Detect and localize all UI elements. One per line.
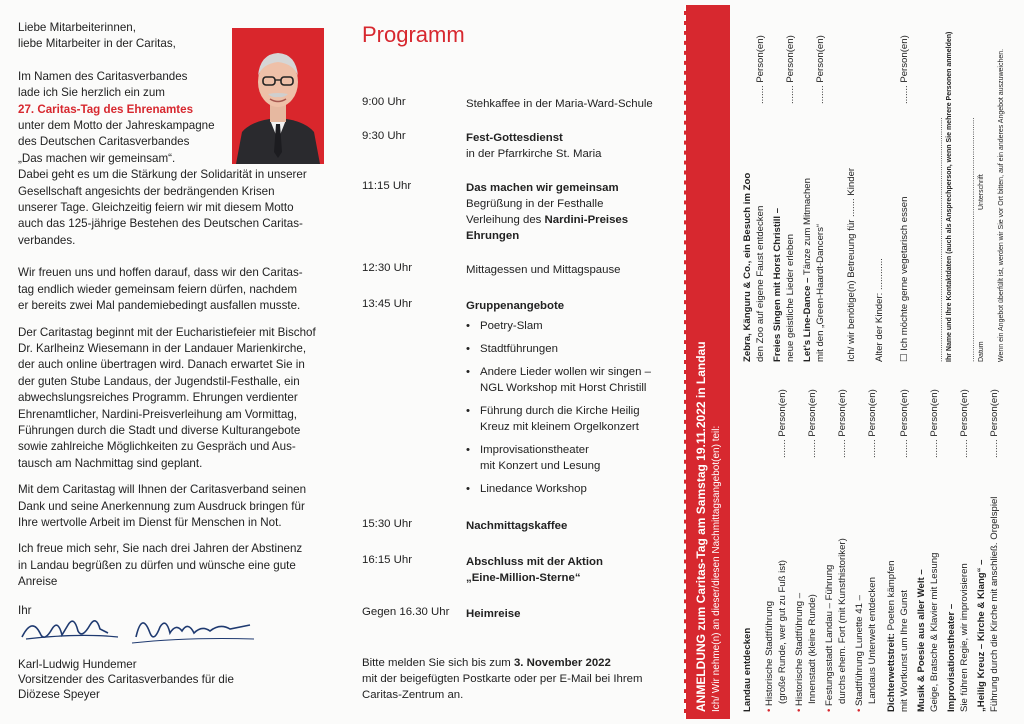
- item-time: 16:15 Uhr: [362, 554, 413, 566]
- list-item: • Stadtführungen: [466, 341, 666, 357]
- anmeldung-subtitle: Ich/ Wir nehme(n) an dieser/diesen Nachmittagsangebot(en) teil:: [711, 425, 722, 712]
- childcare-field[interactable]: Ich/ wir benötige(n) Betreuung für ....... Kinder: [846, 167, 857, 362]
- form-option: Sie führen Regie, wir improvisieren: [959, 563, 970, 712]
- letter-line: tag endlich wieder gemeinsam feiern dürfen, nachdem: [18, 282, 298, 296]
- letter-line: Im Namen des Caritasverbandes: [18, 69, 188, 83]
- letter-line: Führungen durch die Stadt und diverse Kulturangebote: [18, 423, 301, 437]
- note-text: Caritas-Zentrum an.: [362, 689, 464, 701]
- letter-line: in Landau begrüßen zu dürfen und wünsche eine gute: [18, 558, 296, 572]
- form-option: den Zoo auf eigene Faust entdecken: [755, 205, 766, 362]
- registration-note: [362, 655, 672, 703]
- item-desc: in der Pfarrkirche St. Maria: [466, 148, 602, 160]
- person-field[interactable]: ....... Person(en): [867, 389, 878, 458]
- item-title: Das machen wir gemeinsam: [466, 182, 619, 194]
- note-text: Bitte melden Sie sich bis zum: [362, 657, 514, 669]
- form-option[interactable]: • Festungsstadt Landau – Führung: [824, 564, 835, 712]
- person-field[interactable]: ....... Person(en): [807, 389, 818, 458]
- name-input-line[interactable]: ..............................................................................................................: [935, 117, 944, 362]
- letter-line: der auch online übertragen wird. Danach erwartet Sie in: [18, 358, 305, 372]
- letter-line: Ich freue mich sehr, Sie nach drei Jahren der Abstinenz: [18, 542, 303, 556]
- form-option[interactable]: Musik & Poesie aus aller Welt –: [916, 569, 927, 712]
- letter-line: verbandes.: [18, 233, 76, 247]
- closing: Ihr: [18, 603, 32, 617]
- letter-line: Der Caritastag beginnt mit der Eucharistiefeier mit Bischof: [18, 325, 316, 339]
- letter-line: Dr. Karlheinz Wiesemann in der Landauer Marienkirche,: [18, 341, 307, 355]
- item-time: Gegen 16.30 Uhr: [362, 606, 450, 618]
- letter-line: Ehrenamtlicher, Nardini-Preisverleihung am Vormittag,: [18, 407, 298, 421]
- children-age-field[interactable]: Alter der Kinder: ............: [874, 258, 885, 362]
- gruppen-list: [466, 318, 666, 497]
- item-time: 12:30 Uhr: [362, 262, 413, 274]
- form-option: (große Runde, wer gut zu Fuß ist): [777, 560, 788, 704]
- form-option: Innenstadt (kleine Runde): [807, 594, 818, 704]
- letter-line: auch das 125-jährige Bestehen des Deutschen Caritas-: [18, 217, 303, 231]
- letter-line: unter dem Motto der Jahreskampagne: [18, 119, 215, 133]
- letter-line: Ihre wertvolle Arbeit im Dienst für Menschen in Not.: [18, 515, 282, 529]
- registration-form: [734, 0, 1024, 724]
- letter-line: Dank und seine Anerkennung zum Ausdruck bringen für: [18, 499, 305, 513]
- item-title: Fest-Gottesdienst: [466, 132, 563, 144]
- letter-line: unserer Tage. Gleichzeitig feiern wir mit diesem Motto: [18, 201, 294, 215]
- author-portrait: [232, 28, 324, 164]
- item-title: Nachmittagskaffee: [466, 520, 568, 532]
- person-field[interactable]: ....... Person(en): [989, 389, 1000, 458]
- list-item: • Improvisationstheater mit Konzert und Lesung: [466, 442, 666, 474]
- form-option: Geige, Bratsche & Klavier mit Lesung: [929, 552, 940, 712]
- person-field[interactable]: ....... Person(en): [785, 35, 796, 104]
- item-desc-bold: Nardini-Preises: [544, 214, 629, 226]
- signer-role: Vorsitzender des Caritasverbandes für die: [18, 673, 234, 686]
- person-field[interactable]: ....... Person(en): [815, 35, 826, 104]
- item-desc: Stehkaffee in der Maria-Ward-Schule: [466, 98, 653, 110]
- form-option[interactable]: „Heilig Kreuz – Kirche & Klang“ –: [976, 559, 987, 712]
- form-option[interactable]: • Stadtführung Lunette 41 –: [854, 595, 865, 712]
- list-item: • Führung durch die Kirche Heilig Kreuz mit kleinem Orgelkonzert: [466, 403, 666, 435]
- person-field[interactable]: ....... Person(en): [929, 389, 940, 458]
- item-desc-bold: Ehrungen: [466, 230, 520, 242]
- signature: [18, 603, 318, 658]
- item-time: 15:30 Uhr: [362, 518, 413, 530]
- form-option[interactable]: Dichterwettstreit: Poeten kämpfen: [886, 560, 897, 712]
- letter-line: sowie zahlreiche Möglichkeiten zu Gespräch und Aus-: [18, 440, 296, 454]
- form-option[interactable]: Improvisationstheater –: [946, 603, 957, 712]
- anmeldung-title: ANMELDUNG zum Caritas-Tag am Samstag 19.11.2022 in Landau: [694, 341, 708, 712]
- date-label: Datum: [978, 341, 985, 362]
- letter-line: lade ich Sie herzlich ein zum: [18, 86, 165, 100]
- signature-label: Unterschrift: [978, 174, 985, 210]
- list-item: • Andere Lieder wollen wir singen – NGL Workshop mit Horst Christill: [466, 364, 666, 396]
- form-option: Landaus Unterwelt entdecken: [867, 577, 878, 704]
- signer-name: Karl-Ludwig Hundemer: [18, 658, 137, 671]
- person-field[interactable]: ....... Person(en): [837, 389, 848, 458]
- item-desc: Verleihung des: [466, 214, 545, 226]
- item-title: „Eine-Million-Sterne“: [466, 572, 581, 584]
- list-item: • Poetry-Slam: [466, 318, 666, 334]
- note-text: mit der beigefügten Postkarte oder per E-Mail bei Ihrem: [362, 673, 643, 685]
- form-heading: Landau entdecken: [742, 627, 753, 712]
- event-highlight: 27. Caritas-Tag des Ehrenamtes: [18, 102, 194, 116]
- person-field[interactable]: ....... Person(en): [959, 389, 970, 458]
- salutation-line: Liebe Mitarbeiterinnen,: [18, 21, 136, 34]
- list-item: • Linedance Workshop: [466, 481, 666, 497]
- item-title: Heimreise: [466, 608, 521, 620]
- form-option: mit Wortkunst um Ihre Gunst: [899, 590, 910, 712]
- programm-title: Programm: [362, 22, 465, 47]
- form-footer: Wenn ein Angebot überfüllt ist, werden wir Sie vor Ort bitten, auf ein anderes Angebot auszuweichen.: [998, 48, 1005, 362]
- item-title: Gruppenangebote: [466, 300, 565, 312]
- date-signature-line[interactable]: ..............................................................................................................: [967, 117, 976, 362]
- letter-line: Dabei geht es um die Stärkung der Solidarität in unserer: [18, 168, 307, 182]
- person-field[interactable]: ....... Person(en): [777, 389, 788, 458]
- person-field[interactable]: ....... Person(en): [755, 35, 766, 104]
- form-option: mit den „Green-Haardt-Dancers“: [815, 223, 826, 362]
- form-option[interactable]: Let’s Line-Dance – Tänze zum Mitmachen: [802, 178, 813, 362]
- item-desc: Begrüßung in der Festhalle: [466, 198, 604, 210]
- letter-line: abwechslungsreiches Programm. Ehrungen verdienter: [18, 391, 298, 405]
- item-time: 9:30 Uhr: [362, 130, 406, 142]
- form-option[interactable]: Zebra, Känguru & Co., ein Besuch im Zoo: [742, 172, 753, 362]
- letter-line: Wir freuen uns und hoffen darauf, dass wir den Caritas-: [18, 266, 303, 280]
- item-time: 9:00 Uhr: [362, 96, 406, 108]
- signer-role: Diözese Speyer: [18, 688, 100, 701]
- vegetarian-checkbox[interactable]: ☐ Ich möchte gerne vegetarisch essen: [899, 196, 910, 362]
- form-option[interactable]: • Historische Stadtführung: [764, 600, 775, 712]
- item-time: 11:15 Uhr: [362, 180, 412, 192]
- form-option: neue geistliche Lieder erleben: [785, 233, 796, 362]
- form-option[interactable]: Freies Singen mit Horst Christill –: [772, 207, 783, 362]
- person-field[interactable]: ....... Person(en): [899, 35, 910, 104]
- item-time: 13:45 Uhr: [362, 298, 413, 310]
- salutation-line: liebe Mitarbeiter in der Caritas,: [18, 37, 176, 51]
- person-field[interactable]: ....... Person(en): [899, 389, 910, 458]
- letter-line: der guten Stube Landaus, der Jugendstil-Festhalle, ein: [18, 374, 300, 388]
- item-desc: Mittagessen und Mittagspause: [466, 264, 621, 276]
- letter-line: Anreise: [18, 575, 58, 589]
- deadline-date: 3. November 2022: [513, 657, 611, 669]
- form-option: durchs ehem. Fort (mit Kunsthistoriker): [837, 538, 848, 704]
- item-title: Abschluss mit der Aktion: [466, 556, 603, 568]
- letter-line: tausch am Nachmittag sind geplant.: [18, 456, 203, 470]
- letter-line: Gesellschaft angesichts der bedrängenden Krisen: [18, 184, 275, 198]
- letter-line: er bereits zwei Mal pandemiebedingt ausfallen musste.: [18, 299, 301, 313]
- name-hint: Ihr Name und Ihre Kontaktdaten (auch als Ansprechperson, wenn Sie mehrere Personen anmelden): [946, 31, 953, 362]
- signer-block: [18, 657, 318, 702]
- programm-section: [362, 22, 662, 682]
- letter-line: „Das machen wir gemeinsam“.: [18, 151, 176, 165]
- form-option[interactable]: • Historische Stadtführung –: [794, 592, 805, 712]
- form-option: Führung durch die Kirche mit anschließ. Orgelspiel: [989, 496, 1000, 712]
- letter-line: des Deutschen Caritasverbandes: [18, 135, 190, 149]
- letter-line: Mit dem Caritastag will Ihnen der Caritasverband seinen: [18, 483, 307, 497]
